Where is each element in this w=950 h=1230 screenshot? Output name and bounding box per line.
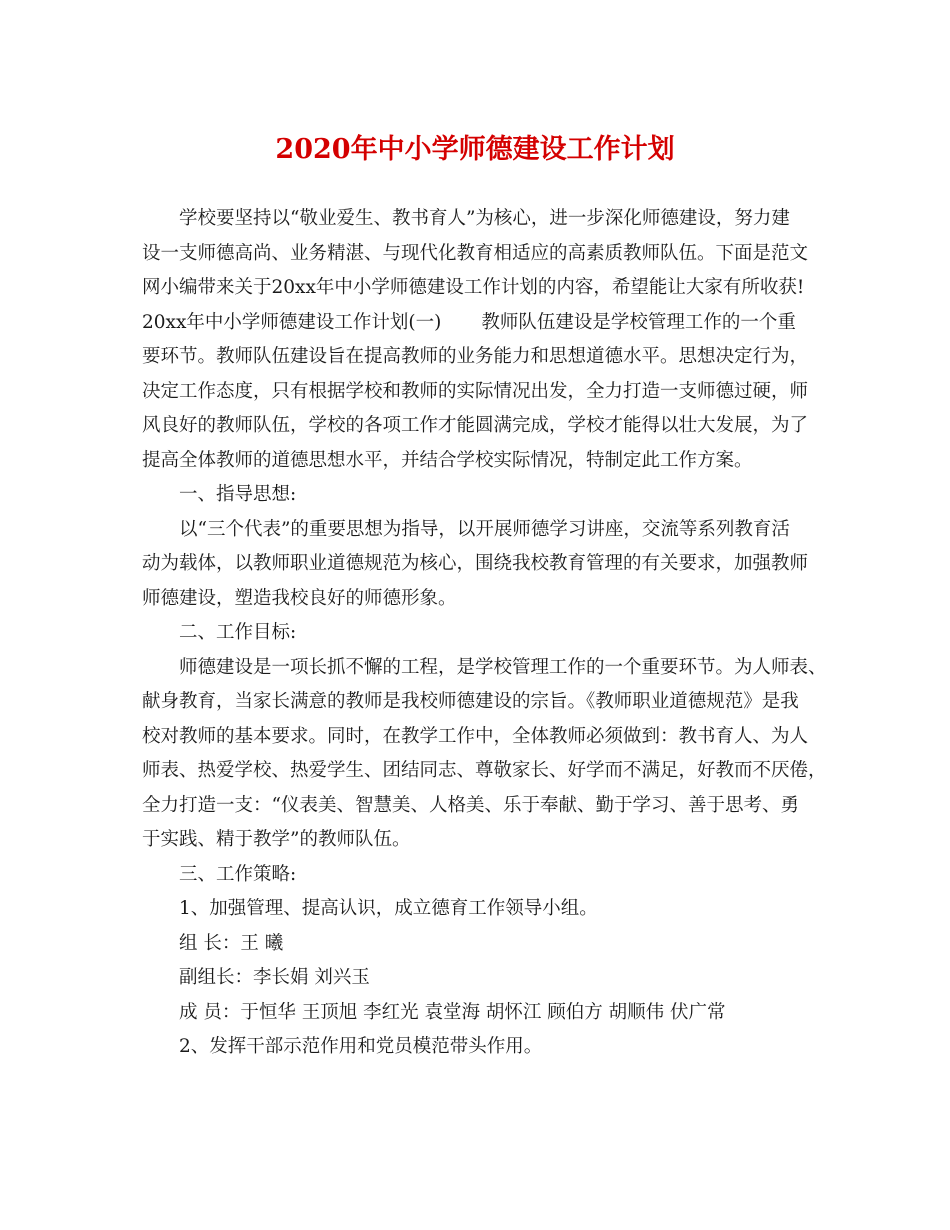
paragraph-line: 动为载体，以教师职业道德规范为核心，围绕我校教育管理的有关要求，加强教师	[142, 553, 809, 574]
paragraph-line: 网小编带来关于20xx年中小学师德建设工作计划的内容，希望能让大家有所收获!	[142, 277, 805, 298]
paragraph-line: 设一支师德高尚、业务精湛、与现代化教育相适应的高素质教师队伍。下面是范文	[142, 242, 809, 264]
paragraph-line: 提高全体教师的道德思想水平，并结合学校实际情况，特制定此工作方案。	[142, 449, 753, 471]
paragraph-line: 以“三个代表”的重要思想为指导，以开展师德学习讲座，交流等系列教育活	[179, 518, 790, 540]
section-heading: 一、指导思想:	[179, 484, 297, 505]
paragraph-text: 教师队伍建设是学校管理工作的一个重	[481, 311, 796, 333]
paragraph-line: 风良好的教师队伍，学校的各项工作才能圆满完成，学校才能得以壮大发展，为了	[142, 415, 809, 436]
section-heading: 二、工作目标:	[179, 622, 297, 643]
document-title: 2020年中小学师德建设工作计划	[275, 134, 675, 165]
list-item: 副组长：李长娟 刘兴玉	[179, 967, 370, 988]
list-item: 1、加强管理、提高认识，成立德育工作领导小组。	[179, 898, 598, 919]
paragraph-line: 决定工作态度，只有根据学校和教师的实际情况出发，全力打造一支师德过硬，师	[142, 380, 809, 402]
paragraph-line	[142, 306, 822, 341]
paragraph-line: 于实践、精于教学”的教师队伍。	[142, 829, 411, 850]
paragraph-line: 师德建设，塑造我校良好的师德形象。	[142, 587, 457, 609]
section-heading-plan-one: 20xx年中小学师德建设工作计划(一)	[142, 311, 442, 333]
paragraph-line: 师德建设是一项长抓不懈的工程，是学校管理工作的一个重要环节。为人师表、	[179, 656, 827, 678]
document-body	[142, 202, 827, 1065]
list-item: 组 长：王 曦	[179, 932, 284, 954]
paragraph-line: 献身教育，当家长满意的教师是我校师德建设的宗旨。《教师职业道德规范》是我	[142, 691, 799, 712]
paragraph-line: 全力打造一支：“仪表美、智慧美、人格美、乐于奉献、勤于学习、善于思考、勇	[142, 794, 799, 816]
paragraph-line: 校对教师的基本要求。同时，在教学工作中，全体教师必须做到：教书育人、为人	[142, 725, 809, 747]
paragraph-line: 学校要坚持以“敬业爱生、教书育人”为核心，进一步深化师德建设，努力建	[179, 208, 790, 229]
paragraph-line: 要环节。教师队伍建设旨在提高教师的业务能力和思想道德水平。思想决定行为，	[142, 346, 809, 367]
paragraph-line: 师表、热爱学校、热爱学生、团结同志、尊敬家长、好学而不满足，好教而不厌倦，	[142, 760, 827, 781]
list-item: 2、发挥干部示范作用和党员模范带头作用。	[179, 1036, 543, 1057]
list-item: 成 员：于恒华 王顶旭 李红光 袁堂海 胡怀江 顾伯方 胡顺伟 伏广常	[179, 1001, 726, 1023]
section-heading: 三、工作策略:	[179, 863, 297, 885]
